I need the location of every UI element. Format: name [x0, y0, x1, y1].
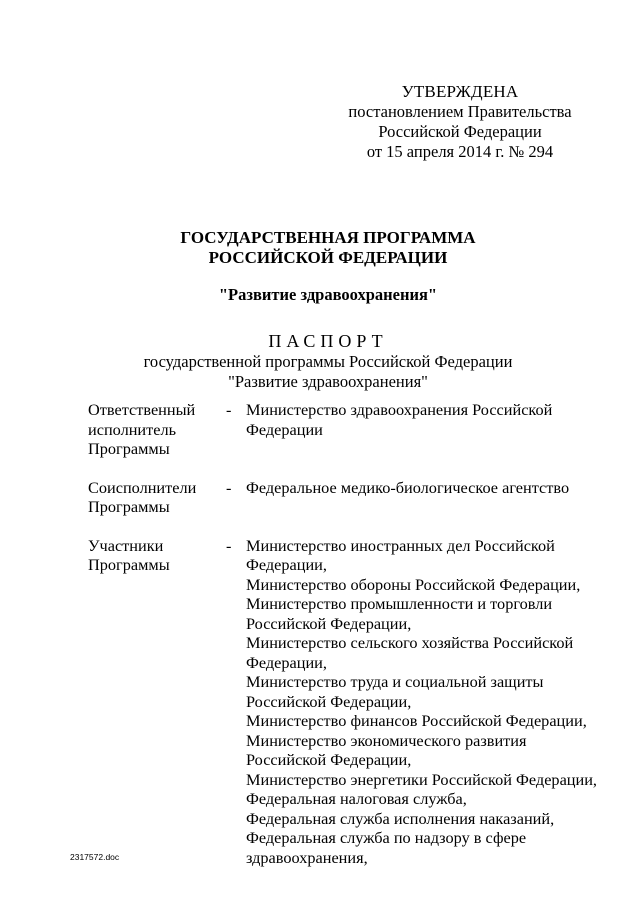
row-label-line: Программы [88, 555, 170, 574]
passport-subtitle-line-2: "Развитие здравоохранения" [228, 372, 428, 391]
approval-line-1: постановлением Правительства [348, 102, 572, 121]
row-value-line: Федеральная служба по надзору в сфере [246, 828, 527, 847]
passport-heading: ПАСПОРТ [268, 331, 388, 351]
row-value-line: Российской Федерации, [246, 750, 412, 769]
row-value-line: Министерство труда и социальной защиты [246, 672, 544, 691]
row-value-line: Министерство финансов Российской Федерации, [246, 711, 587, 730]
row-value-line: Федеральная налоговая служба, [246, 789, 467, 808]
row-value-line: Министерство экономического развития [246, 730, 527, 750]
row-label [88, 536, 226, 575]
row-value-line: Федерации, [246, 555, 327, 574]
passport-row [88, 400, 578, 459]
program-name: "Развитие здравоохранения" [218, 285, 438, 304]
row-label-line: Соисполнители [88, 477, 197, 497]
row-value-line: Министерство промышленности и торговли [246, 594, 553, 613]
passport-row [88, 478, 578, 517]
approval-line-3: от 15 апреля 2014 г. № 294 [366, 142, 554, 161]
passport-subtitle-line-1: государственной программы Российской Федерации [143, 352, 513, 371]
approval-title: УТВЕРЖДЕНА [401, 82, 519, 101]
program-title-line-2: РОССИЙСКОЙ ФЕДЕРАЦИИ [208, 248, 448, 267]
row-value-line: Федеральное медико-биологическое агентство [246, 477, 570, 497]
row-value-line: Министерство иностранных дел Российской [246, 535, 555, 555]
row-label-line: Программы [88, 497, 170, 516]
passport-row [88, 535, 598, 868]
row-value [246, 536, 597, 868]
row-value-line: Российской Федерации, [246, 691, 412, 711]
row-value [246, 478, 578, 498]
row-label-line: Участники [88, 535, 164, 555]
row-value-line: Министерство энергетики Российской Федерации, [246, 769, 598, 789]
program-title-line-1: ГОСУДАРСТВЕННАЯ ПРОГРАММА [180, 228, 476, 247]
row-value-line: Министерство сельского хозяйства Российской [246, 633, 574, 652]
row-value-line: Федеральная служба исполнения наказаний, [246, 808, 555, 828]
row-label-line: Ответственный [88, 400, 196, 419]
row-value [246, 400, 578, 439]
row-label [88, 478, 226, 517]
passport-header [88, 330, 568, 392]
approval-line-2: Российской Федерации [378, 122, 542, 141]
row-value-line: Министерство здравоохранения Российской [246, 400, 553, 419]
row-dash: - [226, 535, 232, 555]
passport-table [88, 400, 598, 886]
row-value-line: здравоохранения, [246, 847, 368, 867]
row-dash: - [226, 400, 232, 419]
approval-stamp [340, 82, 580, 162]
program-title [88, 228, 568, 268]
row-label [88, 400, 226, 459]
row-value-line: Министерство обороны Российской Федерации, [246, 574, 581, 594]
row-value-line: Российской Федерации, [246, 613, 412, 633]
row-value-line: Федерации, [246, 652, 327, 672]
row-label-line: Программы [88, 439, 170, 458]
row-dash: - [226, 477, 232, 497]
document-id-footer: 2317572.doc [70, 852, 120, 862]
row-label-line: исполнитель [88, 419, 177, 439]
row-value-line: Федерации [246, 419, 323, 439]
